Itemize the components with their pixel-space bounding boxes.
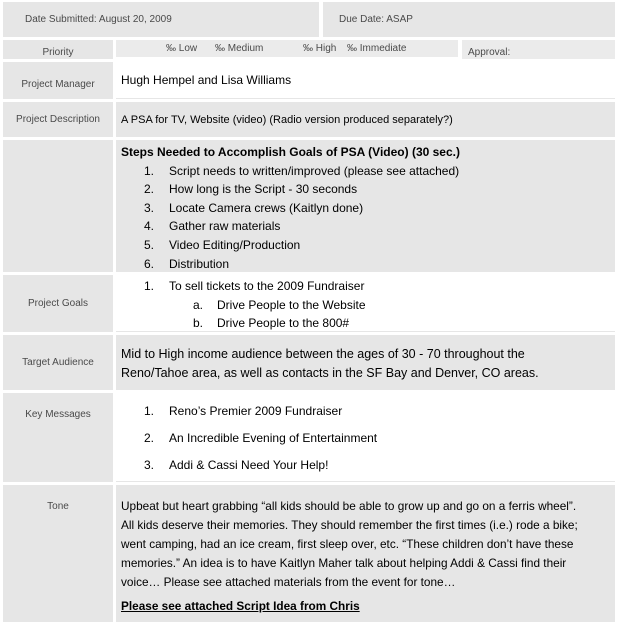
list-item: 6. Distribution xyxy=(144,256,230,271)
priority-label: Priority xyxy=(3,40,113,59)
priority-high-option[interactable]: ‰ High xyxy=(303,43,337,54)
project-goals-label: Project Goals xyxy=(3,275,113,332)
due-date: Due Date: ASAP xyxy=(339,14,413,25)
target-audience-line-1: Mid to High income audience between the ages of 30 - 70 throughout the xyxy=(121,347,525,361)
list-item: a. Drive People to the Website xyxy=(193,297,366,312)
tone-line: memories.” An idea is to have Kaitlyn Maher talk about helping Addi & Cassi find their xyxy=(121,556,567,570)
priority-options xyxy=(116,40,458,57)
priority-low-option[interactable]: ‰ Low xyxy=(166,43,198,54)
tone-label: Tone xyxy=(3,485,113,622)
target-audience-cell xyxy=(116,335,615,390)
steps-cell xyxy=(116,140,615,272)
tone-line: All kids deserve their memories. They should remember the first times (i.e.) rode a bike; xyxy=(121,518,578,532)
project-goals-cell xyxy=(116,275,615,332)
list-item: 3. Locate Camera crews (Kaitlyn done) xyxy=(144,200,364,215)
script-idea-link[interactable]: Please see attached Script Idea from Chris xyxy=(121,599,360,613)
list-item: 1. Reno’s Premier 2009 Fundraiser xyxy=(144,404,343,418)
list-item: 3. Addi & Cassi Need Your Help! xyxy=(144,458,329,472)
date-submitted-cell xyxy=(3,2,319,37)
approval-cell xyxy=(462,40,615,59)
priority-immediate-option[interactable]: ‰ Immediate xyxy=(347,43,407,54)
due-date-cell xyxy=(323,2,615,37)
project-description-text: A PSA for TV, Website (video) (Radio version produced separately?) xyxy=(121,113,453,126)
approval-label: Approval: xyxy=(468,47,511,58)
list-item: 1. To sell tickets to the 2009 Fundraiser xyxy=(144,279,365,293)
project-manager-value xyxy=(116,62,615,99)
list-item: 2. An Incredible Evening of Entertainment xyxy=(144,431,378,445)
steps-label-cell xyxy=(3,140,113,272)
project-description-label: Project Description xyxy=(3,102,113,137)
steps-list xyxy=(121,162,615,274)
tone-line: went camping, had an ice cream, first sleep over, etc. “These children don’t have these xyxy=(121,537,574,551)
list-item: 1. Script needs to written/improved (please see attached) xyxy=(144,163,460,178)
list-item: 5. Video Editing/Production xyxy=(144,237,301,252)
list-item: 2. How long is the Script - 30 seconds xyxy=(144,182,358,197)
target-audience-label: Target Audience xyxy=(3,335,113,390)
date-submitted: Date Submitted: August 20, 2009 xyxy=(25,14,172,25)
list-item: 4. Gather raw materials xyxy=(144,219,281,234)
tone-line: voice… Please see attached materials from the event for tone… xyxy=(121,575,456,589)
project-description-value xyxy=(116,102,615,137)
project-manager-text: Hugh Hempel and Lisa Williams xyxy=(121,73,292,87)
tone-line: Upbeat but heart grabbing “all kids should be able to grow up and go on a ferris wheel”. xyxy=(121,499,577,513)
tone-cell xyxy=(116,485,615,622)
steps-title: Steps Needed to Accomplish Goals of PSA (Video) (30 sec.) xyxy=(121,145,460,159)
target-audience-line-2: Reno/Tahoe area, as well as contacts in the SF Bay and Denver, CO areas. xyxy=(121,366,539,380)
priority-medium-option[interactable]: ‰ Medium xyxy=(215,43,264,54)
key-messages-label: Key Messages xyxy=(3,393,113,482)
list-item: b. Drive People to the 800# xyxy=(193,316,350,331)
project-manager-label: Project Manager xyxy=(3,62,113,99)
key-messages-cell xyxy=(116,393,615,482)
